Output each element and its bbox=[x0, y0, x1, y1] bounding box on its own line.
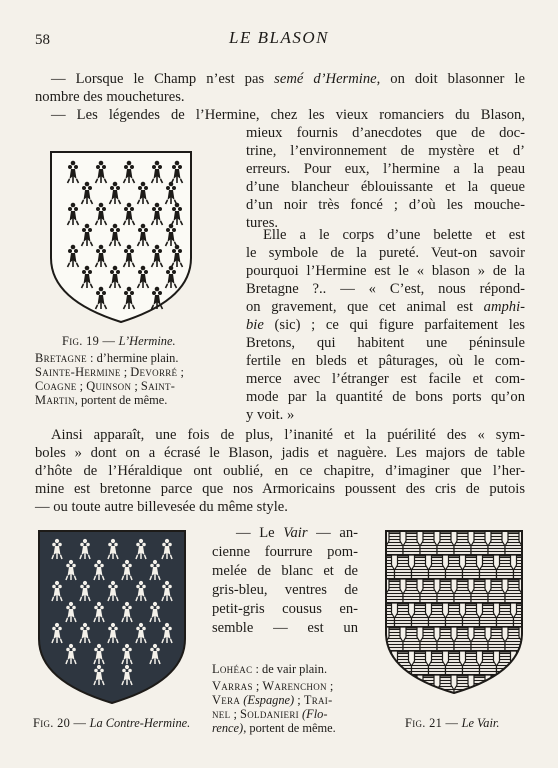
body-line: nombre des mouchetures. bbox=[35, 89, 185, 105]
vair-bell-icon bbox=[505, 532, 522, 555]
body-line: y voit. » bbox=[246, 407, 295, 423]
vair-bell-icon bbox=[395, 556, 412, 579]
body-line: d’une blancheur éblouissante et la queue bbox=[246, 179, 525, 195]
vair-note: rence), portent de même. bbox=[212, 721, 336, 735]
vair-bell-icon bbox=[446, 556, 463, 579]
vair-bell-icon bbox=[386, 676, 403, 695]
vair-bell-icon bbox=[480, 556, 497, 579]
body-line: — ou toute autre billevesée du même style. bbox=[35, 499, 288, 515]
body-line: semble — est un bbox=[212, 620, 358, 636]
page-title: LE BLASON bbox=[229, 28, 329, 47]
counter-ermine-shield bbox=[37, 529, 187, 705]
vair-bell-icon bbox=[420, 532, 437, 555]
body-line: trine, l’environnement de mystère et d’ bbox=[246, 143, 525, 159]
vair-bell-icon bbox=[480, 604, 497, 627]
figure-21-caption: Fig. 21 — Le Vair. bbox=[405, 716, 500, 730]
vair-bell-icon bbox=[454, 580, 471, 603]
vair-bell-icon bbox=[471, 532, 488, 555]
vair-bell-icon bbox=[395, 604, 412, 627]
body-line: cienne fourrure pom- bbox=[212, 544, 358, 560]
vair-note: Varras ; Warenchon ; bbox=[212, 679, 334, 693]
body-line: fertile en bleds et pâturages, où le com- bbox=[246, 353, 525, 369]
body-line: mieux fournis d’anecdotes que de doc- bbox=[246, 125, 525, 141]
vair-bell-icon bbox=[429, 604, 446, 627]
figure-20-caption: Fig. 20 — La Contre-Hermine. bbox=[33, 716, 191, 730]
body-line: gris-bleu, ventres de bbox=[212, 582, 358, 598]
vair-bell-icon bbox=[471, 628, 488, 651]
vair-shield bbox=[384, 529, 524, 695]
vair-bell-icon bbox=[412, 652, 429, 675]
body-line: mode par la quantité de bons ports qu’on bbox=[246, 389, 525, 405]
body-line: — Les légendes de l’Hermine, chez les vieux romanciers du Blason, bbox=[51, 107, 525, 123]
vair-bell-icon bbox=[429, 652, 446, 675]
vair-note: Vera (Espagne) ; Trai- bbox=[212, 693, 333, 707]
vair-bell-icon bbox=[420, 628, 437, 651]
vair-bell-icon bbox=[446, 652, 463, 675]
vair-bell-icon bbox=[384, 676, 386, 695]
body-line: mine est bretonne parce que nos Armoricains poussent des cris de putois bbox=[35, 481, 525, 497]
figure-19-note: Coagne ; Quinson ; Saint- bbox=[35, 379, 176, 393]
vair-bell-icon bbox=[488, 580, 505, 603]
page-number: 58 bbox=[35, 32, 50, 48]
vair-bell-icon bbox=[463, 652, 480, 675]
vair-bell-icon bbox=[386, 532, 403, 555]
vair-bell-icon bbox=[386, 580, 403, 603]
body-line: Bretons, qui habitent une péninsule bbox=[246, 335, 525, 351]
running-head bbox=[0, 28, 558, 52]
body-line: le symbole de la pureté. Veut-on savoir bbox=[246, 245, 525, 261]
vair-bell-icon bbox=[463, 604, 480, 627]
vair-bell-icon bbox=[497, 604, 514, 627]
vair-bell-icon bbox=[505, 676, 522, 695]
vair-bell-icon bbox=[471, 580, 488, 603]
vair-bell-icon bbox=[420, 580, 437, 603]
vair-bell-icon bbox=[403, 532, 420, 555]
vair-bell-icon bbox=[480, 652, 497, 675]
vair-bell-icon bbox=[505, 580, 522, 603]
body-line: Elle a le corps d’une belette et est bbox=[263, 227, 525, 243]
body-line: pourquoi l’Hermine est le « blason » de la bbox=[246, 263, 525, 279]
body-line: — Lorsque le Champ n’est pas semé d’Hermine, on doit blasonner le bbox=[51, 71, 525, 87]
body-line: bie (sic) ; ce qui figure parfaitement les bbox=[246, 317, 525, 333]
vair-bell-icon bbox=[488, 532, 505, 555]
vair-bell-icon bbox=[429, 556, 446, 579]
body-line: erreurs. Pour eux, l’hermine a la peau bbox=[246, 161, 525, 177]
vair-bell-icon bbox=[463, 556, 480, 579]
vair-bell-icon bbox=[412, 604, 429, 627]
body-line: tures. bbox=[246, 215, 279, 231]
vair-bell-icon bbox=[488, 628, 505, 651]
body-line: d’hôte de l’Héraldique ont oublié, en ce chapitre, d’imaginer que l’her- bbox=[35, 463, 525, 479]
body-line: d’un noir très foncé ; d’où les mouche- bbox=[246, 197, 525, 213]
vair-note: Lohéac : de vair plain. bbox=[212, 662, 328, 676]
figure-19-note: Martin, portent de même. bbox=[35, 393, 168, 407]
vair-bell-icon bbox=[522, 676, 524, 695]
vair-bell-icon bbox=[454, 532, 471, 555]
body-line: boles » dont on a écrasé le Blason, jadis et naguère. Les majors de table bbox=[35, 445, 525, 461]
figure-19-caption: Fig. 19 — L’Hermine. bbox=[62, 334, 176, 348]
figure-19-note: Bretagne : d’hermine plain. bbox=[35, 351, 179, 365]
vair-bell-icon bbox=[437, 532, 454, 555]
body-line: merce avec l’étranger est facile et com- bbox=[246, 371, 525, 387]
vair-bell-icon bbox=[497, 556, 514, 579]
body-line: petit-gris cousus en- bbox=[212, 601, 358, 617]
vair-bell-icon bbox=[403, 580, 420, 603]
vair-bell-icon bbox=[446, 604, 463, 627]
vair-bell-icon bbox=[454, 628, 471, 651]
body-line: melée de blanc et de bbox=[212, 563, 358, 579]
body-line: Bretagne ?.. — « C’est, nous répond- bbox=[246, 281, 525, 297]
body-line: Ainsi apparaît, une fois de plus, l’inanité et la puérilité des « sym- bbox=[51, 427, 525, 443]
body-line: — Le Vair — an- bbox=[236, 525, 358, 541]
body-line: on gravement, que cet animal est amphi- bbox=[246, 299, 525, 315]
vair-bell-icon bbox=[437, 580, 454, 603]
figure-19-note: Sainte-Hermine ; Devorré ; bbox=[35, 365, 184, 379]
vair-note: nel ; Soldanieri (Flo- bbox=[212, 707, 328, 721]
vair-bell-icon bbox=[437, 628, 454, 651]
vair-bell-icon bbox=[412, 556, 429, 579]
vair-bell-icon bbox=[403, 628, 420, 651]
ermine-shield bbox=[49, 150, 193, 324]
